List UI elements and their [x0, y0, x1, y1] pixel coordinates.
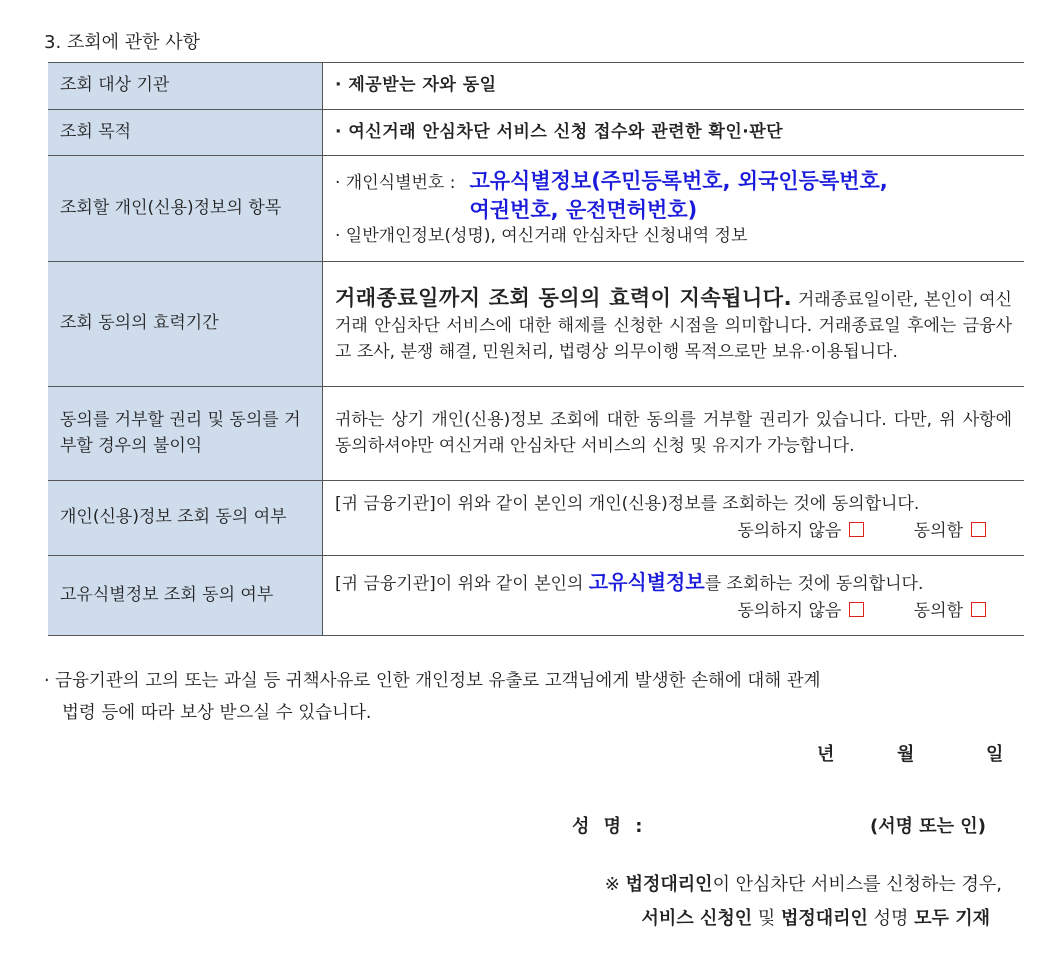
id-value-line1: 고유식별정보(주민등록번호, 외국인등록번호, — [469, 169, 888, 194]
signature-hint: (서명 또는 인) — [870, 816, 986, 837]
date-day: 일 — [986, 744, 1004, 765]
agree-checkbox[interactable] — [971, 602, 986, 617]
consent-table — [48, 62, 1024, 636]
disagree-label: 동의하지 않음 — [737, 601, 842, 621]
compensation-note — [44, 666, 1009, 729]
table-row-purpose — [48, 110, 1024, 156]
disagree-option — [737, 599, 864, 625]
general-info: · 일반개인정보(성명), 여신거래 안심차단 신청내역 정보 — [335, 226, 748, 247]
row-label: 개인(신용)정보 조회 동의 여부 — [48, 481, 323, 556]
agree-option — [914, 519, 986, 545]
table-row-refusal — [48, 387, 1024, 481]
period-rest: 거래종료일이란, 본인이 여신거래 안심차단 서비스에 대한 해제를 신청한 시점을 의미합니다. 거래종료일 후에는 금융사고 조사, 분쟁 해결, 민원처리, 법령상 의무이행 목적으로만 보유·이용됩니다. — [335, 289, 1012, 362]
row-value: · 여신거래 안심차단 서비스 신청 접수와 관련한 확인·판단 — [323, 110, 1025, 156]
id-values — [455, 167, 887, 224]
signature-label: 성 명 : — [572, 816, 643, 837]
row-value — [323, 556, 1025, 636]
note-line1: · 금융기관의 고의 또는 과실 등 귀책사유로 인한 개인정보 유출로 고객님에게 발생한 손해에 대해 관계 — [44, 671, 821, 691]
statement-highlight: 고유식별정보 — [588, 569, 705, 594]
agree-label: 동의함 — [913, 601, 963, 621]
agree-checkbox[interactable] — [971, 522, 986, 537]
row-label: 조회 대상 기관 — [48, 63, 323, 110]
row-label: 조회 목적 — [48, 110, 323, 156]
agree-option — [914, 599, 986, 625]
remark-name: 성명 — [867, 908, 915, 929]
remark-line1-rest: 이 안심차단 서비스를 신청하는 경우, — [712, 874, 1002, 895]
table-row-period — [48, 262, 1024, 387]
remark-applicant: 서비스 신청인 — [641, 908, 753, 929]
remark-line1 — [605, 870, 1002, 896]
row-value — [323, 262, 1025, 387]
period-lead: 거래종료일까지 조회 동의의 효력이 지속됩니다. — [335, 285, 793, 310]
date-month: 월 — [897, 744, 915, 765]
table-row-consent-credit — [48, 481, 1024, 556]
consent-statement: [귀 금융기관]이 위와 같이 본인의 개인(신용)정보를 조회하는 것에 동의합니다. — [335, 493, 920, 514]
consent-choices — [335, 519, 1012, 545]
remark-legal-rep2: 법정대리인 — [780, 908, 868, 929]
row-value: · 제공받는 자와 동일 — [323, 63, 1025, 110]
consent-choices — [335, 599, 1012, 625]
remark-mark: ※ — [604, 874, 626, 895]
disagree-checkbox[interactable] — [849, 522, 864, 537]
row-label: 조회할 개인(신용)정보의 항목 — [48, 156, 323, 262]
id-value-line2: 여권번호, 운전면허번호) — [469, 197, 698, 222]
disagree-label: 동의하지 않음 — [737, 521, 842, 541]
table-row-items — [48, 156, 1024, 262]
statement-after: 를 조회하는 것에 동의합니다. — [704, 573, 924, 594]
row-value — [323, 156, 1025, 262]
id-number-line — [335, 167, 1012, 224]
disagree-option — [737, 519, 864, 545]
id-label: · 개인식별번호 : — [335, 173, 456, 194]
remark-and: 및 — [752, 908, 781, 929]
row-label: 조회 동의의 효력기간 — [48, 262, 323, 387]
consent-statement — [335, 567, 1012, 598]
row-value — [323, 481, 1025, 556]
table-row-target — [48, 63, 1024, 110]
note-line2: 법령 등에 따라 보상 받으실 수 있습니다. — [62, 702, 372, 723]
row-value: 귀하는 상기 개인(신용)정보 조회에 대한 동의를 거부할 권리가 있습니다. 다만, 위 사항에 동의하셔야만 여신거래 안심차단 서비스의 신청 및 유지가 가능합니다. — [323, 387, 1025, 481]
remark-all: 모두 기재 — [914, 908, 990, 929]
row-label: 동의를 거부할 권리 및 동의를 거부할 경우의 불이익 — [48, 387, 323, 481]
row-label: 고유식별정보 조회 동의 여부 — [48, 556, 323, 636]
agree-label: 동의함 — [913, 521, 963, 541]
disagree-checkbox[interactable] — [849, 602, 864, 617]
remark-legal-rep: 법정대리인 — [625, 874, 713, 895]
remark-line2 — [642, 904, 990, 930]
statement-before: [귀 금융기관]이 위와 같이 본인의 — [335, 573, 589, 594]
section-title: 3. 조회에 관한 사항 — [44, 32, 201, 53]
date-year: 년 — [817, 744, 835, 765]
table-row-consent-unique — [48, 556, 1024, 636]
